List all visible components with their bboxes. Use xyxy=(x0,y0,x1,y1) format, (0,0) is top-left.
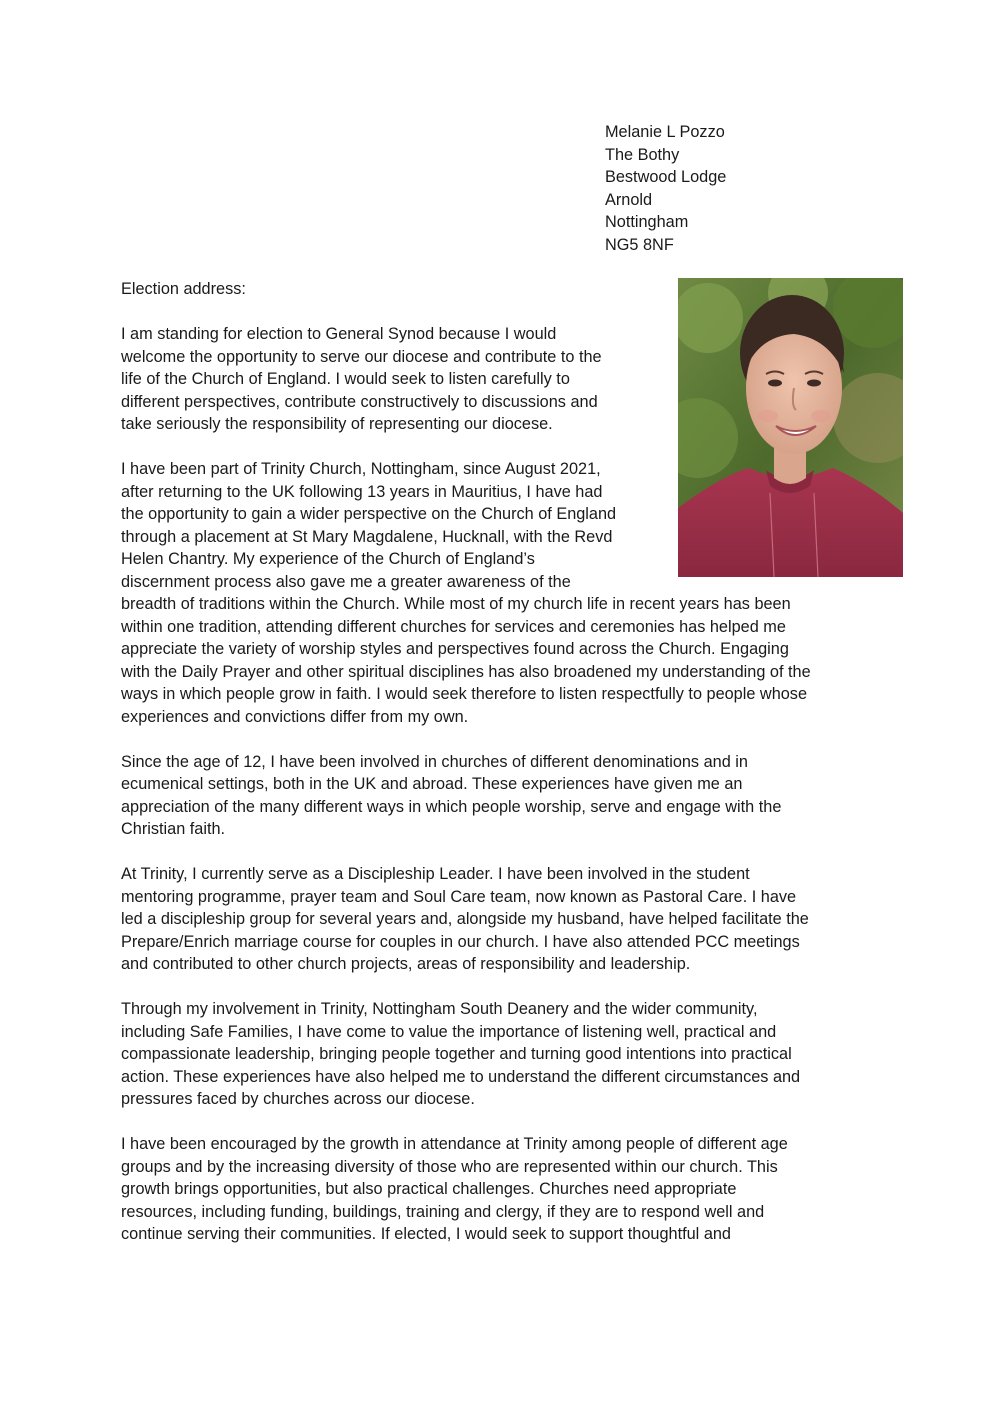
paragraph-line: after returning to the UK following 13 years in Mauritius, I have had xyxy=(121,482,603,501)
paragraph-line: pressures faced by churches across our diocese. xyxy=(121,1090,475,1108)
paragraph-line: I have been part of Trinity Church, Nottingham, since August 2021, xyxy=(121,460,601,478)
paragraph-3 xyxy=(121,751,881,841)
paragraph-line: mentoring programme, prayer team and Soul Care team, now known as Pastoral Care. I have xyxy=(121,887,797,906)
paragraph-5 xyxy=(121,998,881,1111)
paragraph-line: ecumenical settings, both in the UK and abroad. These experiences have given me an xyxy=(121,775,743,793)
paragraph-line: Through my involvement in Trinity, Nottingham South Deanery and the wider community, xyxy=(121,1000,758,1018)
paragraph-line: ways in which people grow in faith. I would seek therefore to listen respectfully to people whose xyxy=(121,685,807,703)
address-city: Nottingham xyxy=(605,213,689,231)
paragraph-line: growth brings opportunities, but also practical challenges. Churches need appropriate xyxy=(121,1180,737,1198)
paragraph-line: and contributed to other church projects, areas of responsibility and leadership. xyxy=(121,955,691,973)
address-postcode: NG5 8NF xyxy=(605,235,674,254)
paragraph-1 xyxy=(121,323,881,436)
paragraph-line: Prepare/Enrich marriage course for couples in our church. I have also attended PCC meetings xyxy=(121,932,800,951)
paragraph-line: including Safe Families, I have come to value the importance of listening well, practical and xyxy=(121,1022,777,1041)
paragraph-line: Christian faith. xyxy=(121,820,226,838)
paragraph-6 xyxy=(121,1133,881,1246)
paragraph-line: appreciate the variety of worship styles and perspectives found across the Church. Engaging xyxy=(121,640,789,658)
paragraph-line: groups and by the increasing diversity of those who are represented within our church. This xyxy=(121,1157,778,1176)
paragraph-line: discernment process also gave me a greater awareness of the xyxy=(121,572,571,591)
paragraph-line: within one tradition, attending different churches for services and ceremonies has helped me xyxy=(121,617,786,636)
paragraph-4 xyxy=(121,863,881,976)
address-house: The Bothy xyxy=(605,145,680,164)
paragraph-line: different perspectives, contribute constructively to discussions and xyxy=(121,392,598,411)
sender-address xyxy=(605,121,905,256)
paragraph-line: At Trinity, I currently serve as a Discipleship Leader. I have been involved in the student xyxy=(121,865,750,883)
paragraph-line: led a discipleship group for several years and, alongside my husband, have helped facilitate the xyxy=(121,910,809,928)
paragraph-line: breadth of traditions within the Church. While most of my church life in recent years has been xyxy=(121,595,791,613)
paragraph-2 xyxy=(121,458,881,728)
election-address-body xyxy=(121,278,881,1268)
paragraph-line: with the Daily Prayer and other spiritual disciplines has also broadened my understanding of the xyxy=(121,662,811,681)
paragraph-line: appreciation of the many different ways in which people worship, serve and engage with the xyxy=(121,797,782,816)
paragraph-line: I have been encouraged by the growth in attendance at Trinity among people of different age xyxy=(121,1135,788,1153)
paragraph-line: life of the Church of England. I would seek to listen carefully to xyxy=(121,370,570,388)
address-name: Melanie L Pozzo xyxy=(605,123,725,141)
paragraph-line: take seriously the responsibility of representing our diocese. xyxy=(121,415,553,433)
paragraph-line: I am standing for election to General Synod because I would xyxy=(121,325,557,343)
address-town: Arnold xyxy=(605,190,653,209)
address-street: Bestwood Lodge xyxy=(605,168,727,186)
paragraph-line: compassionate leadership, bringing people together and turning good intentions into practical xyxy=(121,1045,792,1063)
paragraph-line: welcome the opportunity to serve our diocese and contribute to the xyxy=(121,347,602,366)
paragraph-line: experiences and convictions differ from my own. xyxy=(121,707,469,726)
paragraph-line: continue serving their communities. If elected, I would seek to support thoughtful and xyxy=(121,1225,731,1243)
paragraph-line: Since the age of 12, I have been involved in churches of different denominations and in xyxy=(121,752,748,771)
paragraph-line: resources, including funding, buildings, training and clergy, if they are to respond well and xyxy=(121,1202,765,1221)
paragraph-line: through a placement at St Mary Magdalene, Hucknall, with the Revd xyxy=(121,527,613,546)
paragraph-line: the opportunity to gain a wider perspective on the Church of England xyxy=(121,505,617,523)
paragraph-line: Helen Chantry. My experience of the Church of England’s xyxy=(121,550,535,568)
paragraph-line: action. These experiences have also helped me to understand the different circumstances and xyxy=(121,1067,801,1086)
section-heading: Election address: xyxy=(121,280,246,298)
